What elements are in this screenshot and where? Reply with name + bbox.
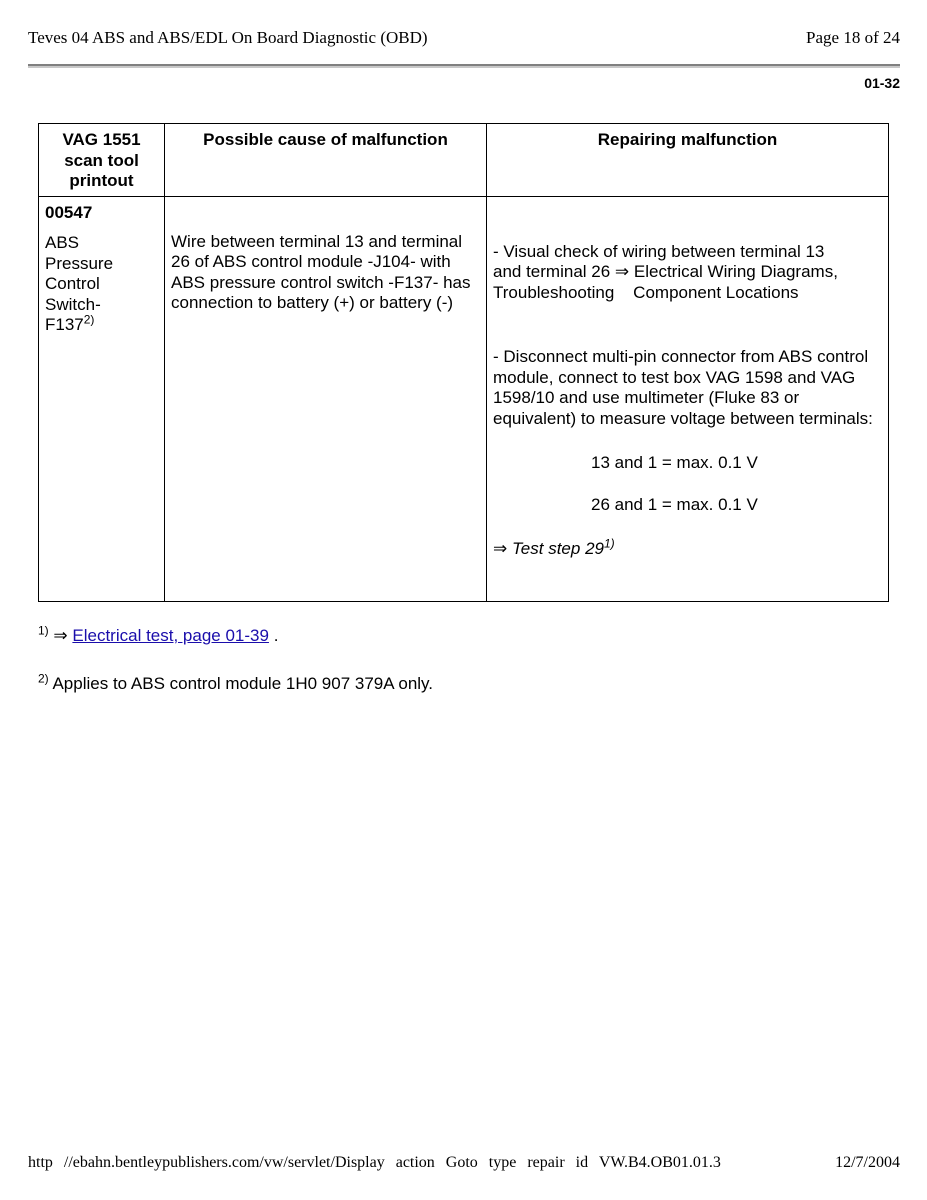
fault-cell <box>39 196 165 601</box>
header-repairing-malfunction: Repairing malfunction <box>487 124 889 197</box>
footer-url: http //ebahn.bentleypublishers.com/vw/servlet/Display action Goto type repair id VW.B4.OB01.01.3 <box>28 1154 721 1171</box>
test-step-label: Test step 29 <box>511 539 604 558</box>
fault-name-part: F137 <box>45 315 84 334</box>
footnote-marker: 2) <box>38 671 49 686</box>
fault-name-line: ABS <box>45 233 80 252</box>
arrow-right-icon: ⇒ <box>53 626 68 645</box>
fault-name-line <box>45 312 158 336</box>
footnote-text: Applies to ABS control module 1H0 907 379A only. <box>52 674 434 693</box>
header-scan-tool-printout <box>39 124 165 197</box>
header-divider <box>28 64 900 68</box>
repair-line: Troubleshooting Component Locations <box>493 282 799 302</box>
cause-cell <box>165 196 487 601</box>
footer-date: 12/7/2004 <box>835 1154 900 1171</box>
measurement-1: 13 and 1 = max. 0.1 V <box>591 453 758 472</box>
footnote-1 <box>38 623 279 646</box>
cause-text: Wire between terminal 13 and terminal 26 of ABS control module -J104- with ABS pressure control switch -F137- has connection to battery (+) or battery (-) <box>171 231 471 312</box>
header-col1-line: VAG 1551 <box>62 130 141 149</box>
diagnostic-table <box>38 123 889 602</box>
fault-name-line: Control <box>45 274 100 293</box>
repair-line: and terminal 26 ⇒ Electrical Wiring Diagrams, <box>493 262 838 281</box>
electrical-test-link[interactable]: Electrical test, page 01-39 <box>72 626 269 645</box>
section-code: 01-32 <box>864 75 900 91</box>
fault-name-line: Switch- <box>45 294 101 314</box>
arrow-right-icon: ⇒ <box>493 539 508 558</box>
footnote-2 <box>38 671 434 694</box>
footnote-ref: 1) <box>603 536 615 551</box>
document-title: Teves 04 ABS and ABS/EDL On Board Diagnostic (OBD) <box>28 28 428 47</box>
repair-cell <box>487 196 889 601</box>
table-row <box>39 196 889 601</box>
table-header-row <box>39 124 889 197</box>
repair-disconnect: - Disconnect multi-pin connector from ABS control module, connect to test box VAG 1598 and VAG 1598/10 and use multimeter (Fluke 83 or equivalent) to measure voltage between terminals: <box>493 347 873 428</box>
header-col1-line: scan tool <box>64 150 139 170</box>
footnote-tail: . <box>273 626 279 645</box>
repair-line: - Visual check of wiring between terminal 13 <box>493 241 825 261</box>
fault-name-line: Pressure <box>45 253 114 273</box>
fault-code: 00547 <box>45 202 93 222</box>
header-possible-cause: Possible cause of malfunction <box>165 124 487 197</box>
measurement-2: 26 and 1 = max. 0.1 V <box>591 494 758 514</box>
test-step <box>493 536 882 560</box>
footnote-ref: 2) <box>83 312 95 327</box>
footnote-marker: 1) <box>38 623 49 638</box>
page-number: Page 18 of 24 <box>806 28 900 47</box>
repair-visual-check <box>493 242 882 304</box>
header-col1-line: printout <box>69 171 134 190</box>
